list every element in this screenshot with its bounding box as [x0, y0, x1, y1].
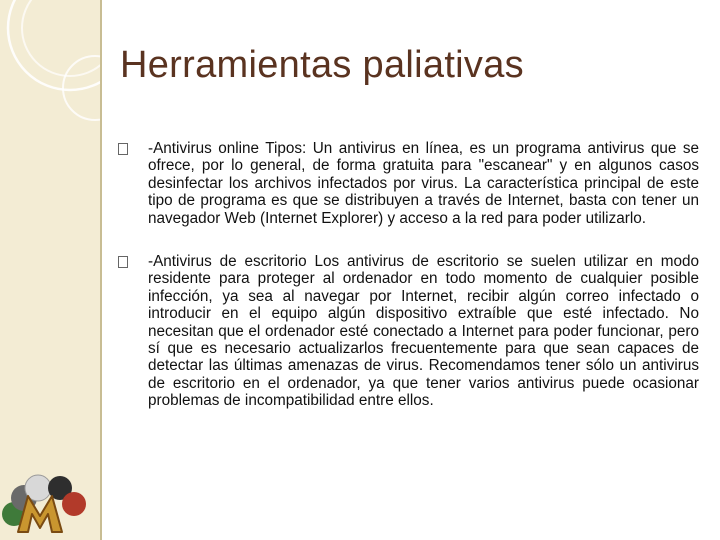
bullet-text: -Antivirus online Tipos: Un antivirus en línea, es un programa antivirus que se ofrece, por lo general, de forma gratuita para "escanear" y en algunos casos desinfectar los archivos infectados por virus. La característica principal de este tipo de programa es que se distribuyen a través de Internet, basta con tener un navegador Web (Internet Explorer) y acceso a la red para poder utilizarlo.: [148, 140, 699, 227]
bullet-list: [114, 140, 699, 436]
square-bullet-icon: [118, 256, 128, 268]
decorative-circles: [0, 0, 100, 540]
slide-title: Herramientas paliativas: [120, 44, 524, 86]
vertical-divider: [100, 0, 102, 540]
decorative-side-band: [0, 0, 100, 540]
list-item: [114, 253, 699, 410]
list-item: [114, 140, 699, 227]
square-bullet-icon: [118, 143, 128, 155]
m-letter-logo-icon: [0, 470, 100, 540]
bullet-text: -Antivirus de escritorio Los antivirus de escritorio se suelen utilizar en modo residente para proteger al ordenador en todo momento de cualquier posible infección, ya sea al navegar por Internet, recibir algún correo infectado o introducir en el equipo algún dispositivo extraíble que esté infectado. No necesitan que el ordenador esté conectado a Internet para poder funcionar, pero sí que es necesario actualizarlos frecuentemente para que sean capaces de detectar las últimas amenazas de virus. Recomendamos tener sólo un antivirus de escritorio en el ordenador, ya que tener varios antivirus puede ocasionar problemas de incompatibilidad entre ellos.: [148, 253, 699, 410]
